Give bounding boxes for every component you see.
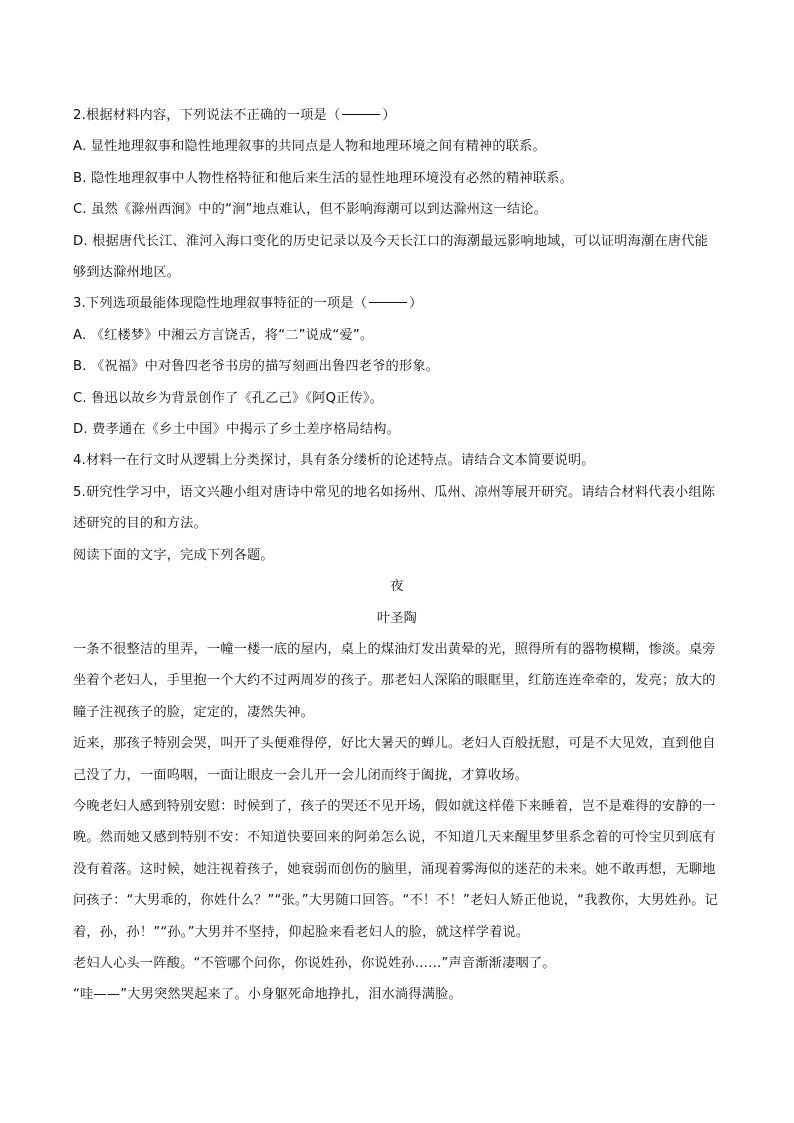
question-2-option-a: A. 显性地理叙事和隐性地理叙事的共同点是人物和地理环境之间有精神的联系。 bbox=[73, 139, 546, 155]
passage-title: 夜 bbox=[390, 579, 404, 595]
passage-paragraph: 老妇人心头一阵酸。“不管哪个问你，你说姓孙，你说姓孙……”声音渐渐凄咽了。 bbox=[73, 955, 556, 971]
question-3-stem bbox=[73, 288, 721, 319]
reading-instruction: 阅读下面的文字，完成下列各题。 bbox=[73, 547, 274, 563]
question-3-option-b: B. 《祝福》中对鲁四老爷书房的描写刻画出鲁四老爷的形象。 bbox=[73, 359, 440, 375]
question-3-option-a: A. 《红楼梦》中湘云方言饶舌，将“二”说成“爱”。 bbox=[73, 327, 374, 343]
question-4: 4.材料一在行文时从逻辑上分类探讨，具有条分缕析的论述特点。请结合文本简要说明。 bbox=[73, 453, 595, 469]
passage-paragraph: 今晚老妇人感到特别安慰：时候到了，孩子的哭还不见开场，假如就这样倦下来睡着，岂不是难得的安静的一晚。然而她又感到特别不安：不知道快要回来的阿弟怎么说，不知道几天来醒里梦里系念着的可怜宝贝到底有没有着落。这时候，她注视着孩子，她衰弱而创伤的脑里，涌现着雾海似的迷茫的未来。她不敢再想，无聊地问孩子：“大男乖的，你姓什么？”“张。”大男随口回答。“不！不！”老妇人矫正他说，“我教你，大男姓孙。记着，孙，孙！”“孙。”大男并不坚持，仰起脸来看老妇人的脸，就这样学着说。 bbox=[73, 798, 719, 940]
question-2-stem bbox=[73, 100, 721, 131]
question-2-option-b: B. 隐性地理叙事中人物性格特征和他后来生活的显性地理环境没有必然的精神联系。 bbox=[73, 170, 573, 186]
passage-paragraph: 近来，那孩子特别会哭，叫开了头便难得停，好比大暑天的蝉儿。老妇人百般抚慰，可是不大见效，直到他自己没了力，一面呜咽，一面让眼皮一会儿开一会儿闭而终于阖拢，才算收场。 bbox=[73, 736, 716, 783]
passage-paragraph: “哇——”大男突然哭起来了。小身躯死命地挣扎，泪水淌得满脸。 bbox=[73, 987, 462, 1003]
question-3-option-c: C. 鲁迅以故乡为背景创作了《孔乙己》《阿Q正传》。 bbox=[73, 390, 384, 406]
question-2-stem-close: ） bbox=[382, 108, 396, 123]
answer-blank bbox=[342, 113, 380, 115]
passage-paragraph: 一条不很整洁的里弄，一幢一楼一底的屋内，桌上的煤油灯发出黄晕的光，照得所有的器物模糊，惨淡。桌旁坐着个老妇人，手里抱一个大约不过两周岁的孩子。那老妇人深陷的眼眶里，红筋连连牵牵的，发亮；放大的瞳子注视孩子的脸，定定的，凄然失神。 bbox=[73, 641, 716, 720]
question-3-option-d: D. 费孝通在《乡土中国》中揭示了乡土差序格局结构。 bbox=[73, 422, 401, 438]
answer-blank bbox=[369, 301, 407, 303]
question-2-option-d: D. 根据唐代长江、淮河入海口变化的历史记录以及今天长江口的海潮最远影响地域，可以证明海潮在唐代能够到达滁州地区。 bbox=[73, 233, 708, 281]
question-2-option-c: C. 虽然《滁州西涧》中的“涧”地点难认，但不影响海潮可以到达滁州这一结论。 bbox=[73, 202, 548, 218]
question-3-stem-text: 3.下列选项最能体现隐性地理叙事特征的一项是（ bbox=[73, 296, 368, 312]
question-3-stem-close: ） bbox=[409, 296, 423, 312]
passage-author: 叶圣陶 bbox=[376, 610, 418, 626]
question-5: 5.研究性学习中，语文兴趣小组对唐诗中常见的地名如扬州、瓜州、凉州等展开研究。请结合材料代表小组陈述研究的目的和方法。 bbox=[73, 484, 716, 532]
document-page bbox=[73, 100, 721, 1011]
question-2-stem-text: 2.根据材料内容，下列说法不正确的一项是（ bbox=[73, 108, 341, 123]
